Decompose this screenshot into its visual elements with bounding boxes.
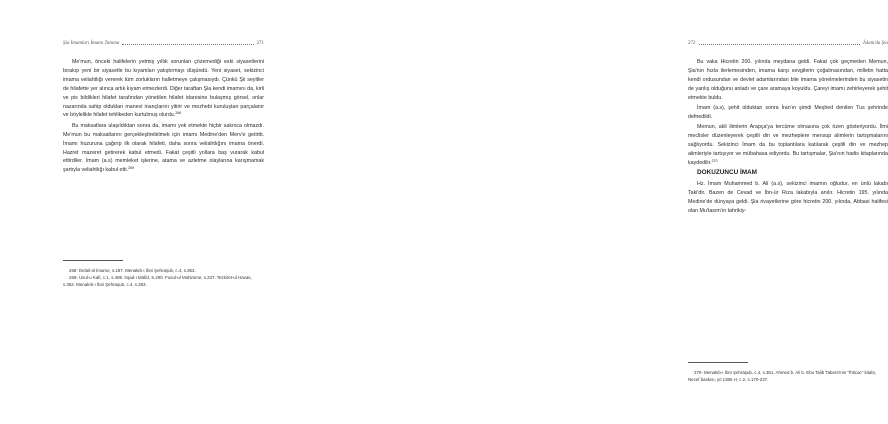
body-paragraph: İmam (a.s), şehit olduktan sonra İran'ın şimdi Meşhed denilen Tus şehrinde defnedildi. [688, 105, 888, 120]
header-dot-leader [122, 43, 253, 45]
body-paragraph: Bu vaka Hicretin 200. yılında meydana geldi. Fakat çok geçmeden Memun, Şia'nın hızla ilerlemesinden, imama karşı sevgilerin çoğalmasından, milletin hatta kendi ordusundan ve devlet adamlarından bile imama yönelmelerinden bu siyasetin de yanlış olduğunu anladı ve çare aramaya koyuldu. Çareyi imamı zehirleyerek şehit etmekte buldu. [688, 59, 888, 101]
footnote-divider [63, 260, 123, 261]
left-page [0, 0, 300, 424]
footnote: 270- Menakıb-ı İbni Şehraşub, c.4, s.351. Ahmed b. Ali b. Ebu Talib Tabersi'nin "İhticac" kitabı, Necef baskısı, yıl 1385 H, c.2, s.170-237. [688, 370, 877, 383]
right-page-header [688, 41, 888, 46]
left-page-header [63, 41, 264, 46]
footnote-mark: 268 [175, 111, 182, 116]
left-page-number: 271 [256, 41, 264, 46]
body-paragraph: Memun, akli ilimlerin Arapça'ya tercüme olmasına çok özen gösteriyordu. İlmi meclisler düzenleyerek çeşitli din ve mezheplere mensup alimlerin tartışmalarını sağlıyordu. Sekizinci İmam da bu toplantılara katılarak çeşitli din ve mezhep alimleriyle tartışıyor ve mübahasa ediyordu. Bu tartışmalar, Şia'nın hadis kitaplarında kaydedilir.$^{270}$ [688, 124, 888, 166]
right-body-text [688, 58, 888, 217]
right-page-number: 272 [688, 41, 696, 46]
section-heading: DOKUZUNCU İMAM [697, 169, 757, 177]
right-header-title: İslam'da Şia [863, 41, 888, 46]
footnote-mark: 269 [128, 166, 135, 171]
footnote-mark: 270 [711, 158, 718, 163]
body-paragraph: Hz. İmam Muhammed b. Ali (a.s), sekizinci imamın oğludur, en ünlü lakabı Taki'dir. Bazen de Cevad ve İbn-ür Rıza lakabıyla anılır. Hicretin 195. yılında Medine'de dünyaya geldi. Şia rivayetlerine göre hicretin 200. yılında, Abbasi halifesi olan Mu'tasım'ın tahrikiy- [688, 180, 888, 214]
footnote: 268- Delail-ül İmame, s.197. Menakıb-ı İbni Şehraşub, c.4, s.363. [69, 268, 196, 273]
left-header-title: Şia İmamları İmamı Tanıma [63, 41, 120, 46]
left-body-text [63, 58, 264, 177]
header-dot-leader [699, 43, 861, 45]
body-paragraph: Bu maksatlara ulaşıldıktan sonra da, imamı yok etmekte hiçbir sakınca olmazdı. Me'mun bu maksatlarını gerçekleştirebilmek için imamı Medine'den Merv'e getirtti. İmamı huzuruna çağırıp ilk olarak hilafeti, daha sonra veliahtlığını imama önerdi. Hazret mazeret getirerek kabul etmedi. Fakat çeşitli yollara baş vurarak kabul ettirdiler. İmam (a.s) memleket işlerine, atama ve azletme olaylarına karışmamak şartıyla veliahtlığı kabul etti.$^{269}$ [63, 122, 264, 174]
footnote-divider [688, 362, 748, 363]
right-page [300, 0, 888, 424]
right-footnotes [688, 362, 888, 383]
left-footnotes [63, 260, 264, 289]
footnote: 269- Usul-u Kafi, c.1, s.489. İrşad-ı Müfid, S.290. Fusul-ul Mühimme, s.237. Tezkiret-ul Havas, s.352. Menakıb-ı İbni Şehraşub, c.4, s.363. [63, 275, 252, 288]
body-paragraph: Me'mun, önceki halifelerin yetmiş yıllık sorunları çözemediği eski siyasetlerini bırakıp yeni bir siyasetle bu kıyamları yatıştırmayı düşündü. Yeni siyaset, sekizinci imama veliahtlığı vererek tüm zorlukların halletmeye çalışmasıydı. Çünkü Şii seyitler de hilafette yer alınca artık kıyam etmezlerdi. Diğer taraftan Şia kendi imamını da, kirli ve pis bildikleri hilafet tarafından yönetilen hilafet idaresine bulaşmış görsel, onlar nazarında sahip oldukları manevi inançlarını yitirir ve mezhebi kuruluştan parçalanır ve böylelikle hilafet tehlikeden kurtulmuş olurdu.$^{268}$ [63, 59, 264, 119]
